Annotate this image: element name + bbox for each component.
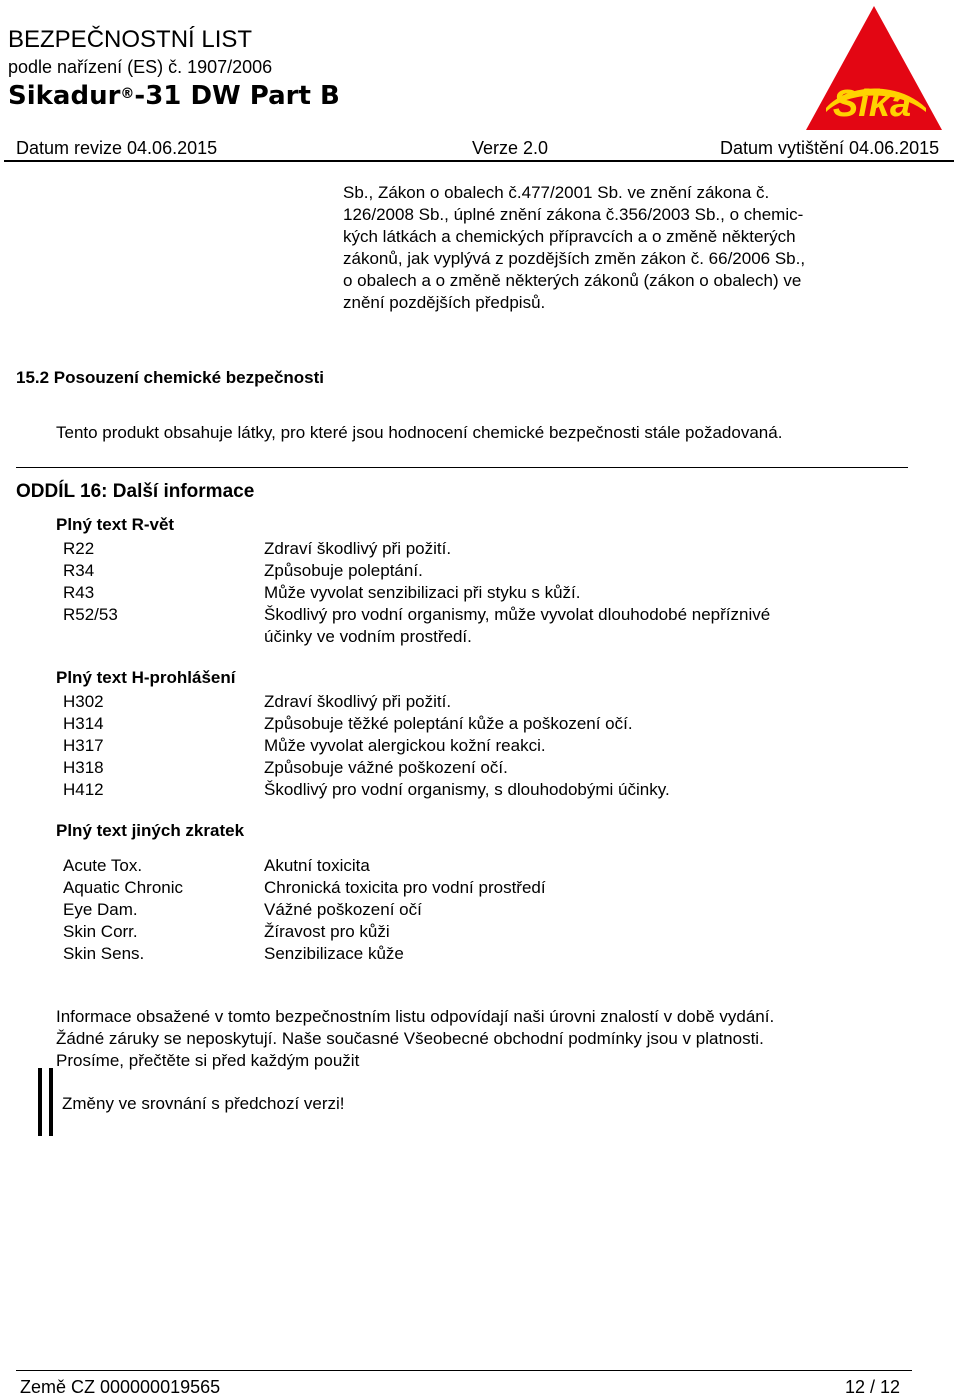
abbreviation-description: Senzibilizace kůže bbox=[264, 944, 404, 963]
product-name-suffix: -31 DW Part B bbox=[134, 81, 340, 111]
footer-divider bbox=[16, 1370, 912, 1371]
statement-code: H314 bbox=[63, 714, 104, 733]
product-name-main: Sikadur bbox=[8, 81, 121, 111]
version: Verze 2.0 bbox=[472, 138, 549, 158]
abbreviation-code: Skin Corr. bbox=[63, 922, 138, 941]
abbreviation-description: Vážné poškození očí bbox=[264, 900, 422, 919]
abbreviation-description: Chronická toxicita pro vodní prostředí bbox=[264, 878, 546, 897]
regulation-reference: podle nařízení (ES) č. 1907/2006 bbox=[8, 57, 273, 77]
phrase-code: R22 bbox=[63, 539, 95, 558]
print-date: Datum vytištění 04.06.2015 bbox=[720, 138, 940, 158]
h-statements-title: Plný text H-prohlášení bbox=[56, 668, 236, 687]
sika-logo bbox=[804, 4, 944, 132]
subsection-title-15-2: 15.2 Posouzení chemické bezpečnosti bbox=[16, 368, 325, 387]
statement-code: H318 bbox=[63, 758, 104, 777]
text-line: o obalech a o změně některých zákonů (zákon o obalech) ve bbox=[343, 271, 802, 290]
product-name bbox=[8, 80, 340, 112]
abbreviation-code: Acute Tox. bbox=[63, 856, 143, 875]
text-line: Sb., Zákon o obalech č.477/2001 Sb. ve znění zákona č. bbox=[343, 183, 770, 202]
abbreviation-code: Skin Sens. bbox=[63, 944, 145, 963]
abbreviations-title: Plný text jiných zkratek bbox=[56, 821, 245, 840]
abbreviation-description: Žíravost pro kůži bbox=[264, 922, 390, 941]
statement-description: Způsobuje vážné poškození očí. bbox=[264, 758, 508, 777]
text-line: 126/2008 Sb., úplné znění zákona č.356/2003 Sb., o chemic- bbox=[343, 205, 804, 224]
phrase-code: R43 bbox=[63, 583, 95, 602]
text-line: znění pozdějších předpisů. bbox=[343, 293, 546, 312]
disclaimer bbox=[56, 1006, 936, 1072]
phrase-description: Způsobuje poleptání. bbox=[264, 561, 423, 580]
phrase-description: Může vyvolat senzibilizaci při styku s kůží. bbox=[264, 583, 581, 602]
phrase-description: Zdraví škodlivý při požití. bbox=[264, 539, 452, 558]
section-title-16: ODDÍL 16: Další informace bbox=[16, 481, 255, 502]
footer-country-code: Země CZ 000000019565 bbox=[20, 1377, 221, 1397]
statement-description: Škodlivý pro vodní organismy, s dlouhodobými účinky. bbox=[264, 780, 670, 799]
disclaimer-line: Žádné záruky se neposkytují. Naše současné Všeobecné obchodní podmínky jsou v platnosti. bbox=[56, 1029, 764, 1048]
statement-code: H317 bbox=[63, 736, 104, 755]
statement-code: H302 bbox=[63, 692, 104, 711]
registered-mark: ® bbox=[120, 86, 135, 102]
logo-text: Sika bbox=[832, 83, 912, 125]
phrase-code: R52/53 bbox=[63, 605, 118, 624]
phrase-description: Škodlivý pro vodní organismy, může vyvolat dlouhodobé nepříznivé bbox=[264, 605, 771, 624]
abbreviation-code: Eye Dam. bbox=[63, 900, 138, 919]
subsection-text-15-2: Tento produkt obsahuje látky, pro které jsou hodnocení chemické bezpečnosti stále požadovaná. bbox=[56, 423, 783, 442]
disclaimer-line: Prosíme, přečtěte si před každým použit bbox=[56, 1051, 360, 1070]
section-divider bbox=[16, 467, 908, 468]
statement-description: Zdraví škodlivý při požití. bbox=[264, 692, 452, 711]
abbreviation-code: Aquatic Chronic bbox=[63, 878, 184, 897]
header-divider bbox=[4, 160, 954, 162]
change-bar-icon bbox=[38, 1068, 58, 1136]
text-line: zákonů, jak vyplývá z pozdějších změn zákon č. 66/2006 Sb., bbox=[343, 249, 806, 268]
text-line: kých látkách a chemických přípravcích a o změně některých bbox=[343, 227, 796, 246]
document-title: BEZPEČNOSTNÍ LIST bbox=[8, 26, 253, 53]
phrase-description-continued: účinky ve vodním prostředí. bbox=[264, 627, 472, 646]
r-phrases-title: Plný text R-vět bbox=[56, 515, 175, 534]
disclaimer-line: Informace obsažené v tomto bezpečnostním listu odpovídají naši úrovni znalostí v době vydání. bbox=[56, 1007, 775, 1026]
statement-code: H412 bbox=[63, 780, 104, 799]
revision-date: Datum revize 04.06.2015 bbox=[16, 138, 218, 158]
page-number: 12 / 12 bbox=[845, 1377, 901, 1397]
statement-description: Může vyvolat alergickou kožní reakci. bbox=[264, 736, 546, 755]
changes-note: Změny ve srovnání s předchozí verzi! bbox=[62, 1094, 345, 1113]
statement-description: Způsobuje těžké poleptání kůže a poškození očí. bbox=[264, 714, 633, 733]
phrase-code: R34 bbox=[63, 561, 95, 580]
continued-legislation-text bbox=[343, 182, 883, 314]
abbreviation-description: Akutní toxicita bbox=[264, 856, 370, 875]
